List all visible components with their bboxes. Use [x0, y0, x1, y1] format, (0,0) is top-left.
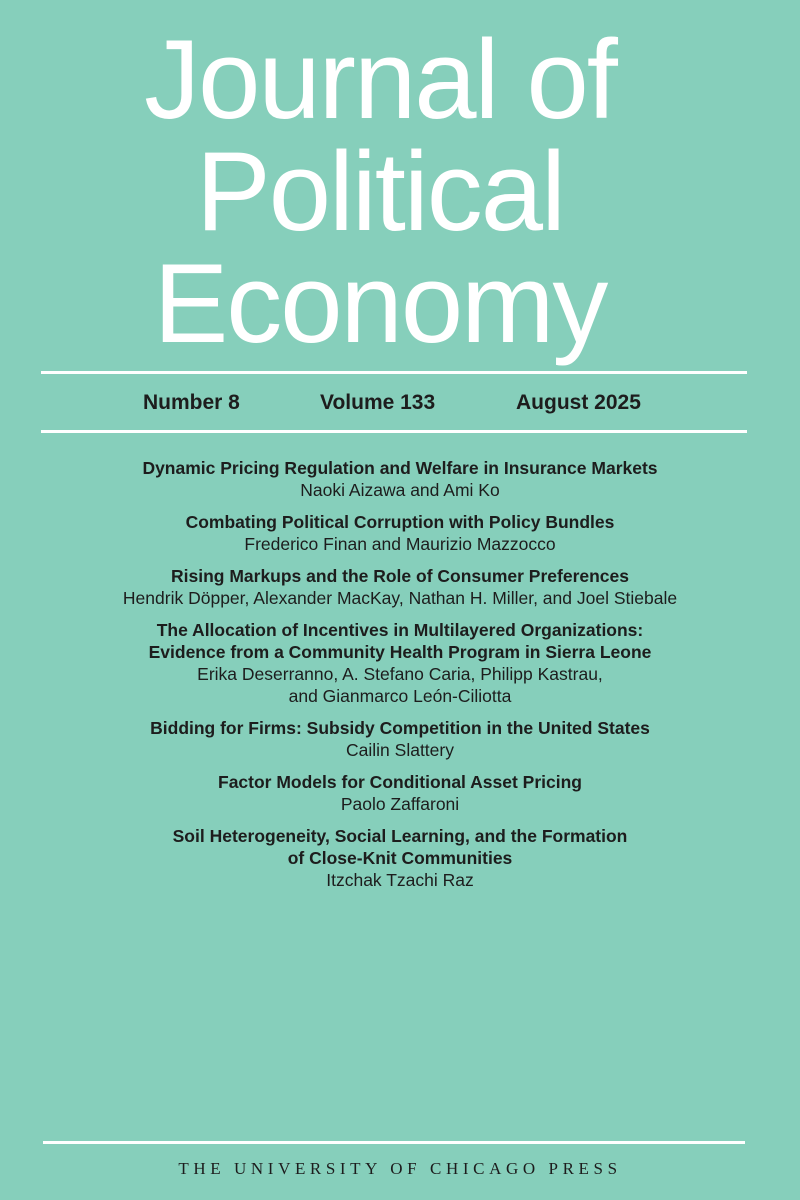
- issue-info: [0, 391, 800, 415]
- issue-date: August 2025: [516, 391, 641, 414]
- article-entry: [0, 717, 800, 761]
- article-entry: [0, 771, 800, 815]
- journal-title-line: Journal of: [144, 17, 616, 142]
- article-authors: Frederico Finan and Maurizio Mazzocco: [244, 534, 556, 554]
- article-title: Soil Heterogeneity, Social Learning, and the Formation: [172, 826, 628, 846]
- publisher-name: THE UNIVERSITY OF CHICAGO PRESS: [178, 1159, 622, 1178]
- article-authors: Itzchak Tzachi Raz: [326, 870, 474, 890]
- journal-title-line: Political: [196, 129, 564, 254]
- article-title: Bidding for Firms: Subsidy Competition in the United States: [150, 718, 650, 738]
- divider-rule: [41, 430, 747, 433]
- article-title: Evidence from a Community Health Program in Sierra Leone: [148, 642, 652, 662]
- article-title: of Close-Knit Communities: [287, 848, 513, 868]
- article-title: Combating Political Corruption with Policy Bundles: [185, 512, 615, 532]
- article-title: Dynamic Pricing Regulation and Welfare in Insurance Markets: [142, 458, 658, 478]
- article-entry: [0, 457, 800, 501]
- article-authors: Cailin Slattery: [346, 740, 454, 760]
- article-authors: Hendrik Döpper, Alexander MacKay, Nathan H. Miller, and Joel Stiebale: [122, 588, 678, 608]
- journal-title-line: Economy: [153, 241, 607, 366]
- article-entry: [0, 511, 800, 555]
- article-entry: [0, 619, 800, 707]
- divider-rule: [43, 1141, 745, 1144]
- article-entry: [0, 825, 800, 891]
- article-title: Rising Markups and the Role of Consumer Preferences: [170, 566, 630, 586]
- article-authors: and Gianmarco León-Ciliotta: [288, 686, 512, 706]
- article-authors: Erika Deserranno, A. Stefano Caria, Philipp Kastrau,: [197, 664, 603, 684]
- divider-rule: [41, 371, 747, 374]
- article-authors: Naoki Aizawa and Ami Ko: [300, 480, 500, 500]
- journal-title: [0, 17, 760, 366]
- article-entry: [0, 565, 800, 609]
- article-title: Factor Models for Conditional Asset Pricing: [218, 772, 582, 792]
- article-title: The Allocation of Incentives in Multilayered Organizations:: [156, 620, 644, 640]
- issue-number: Number 8: [143, 391, 240, 414]
- table-of-contents: [0, 457, 800, 901]
- issue-volume: Volume 133: [320, 391, 436, 414]
- article-authors: Paolo Zaffaroni: [340, 794, 460, 814]
